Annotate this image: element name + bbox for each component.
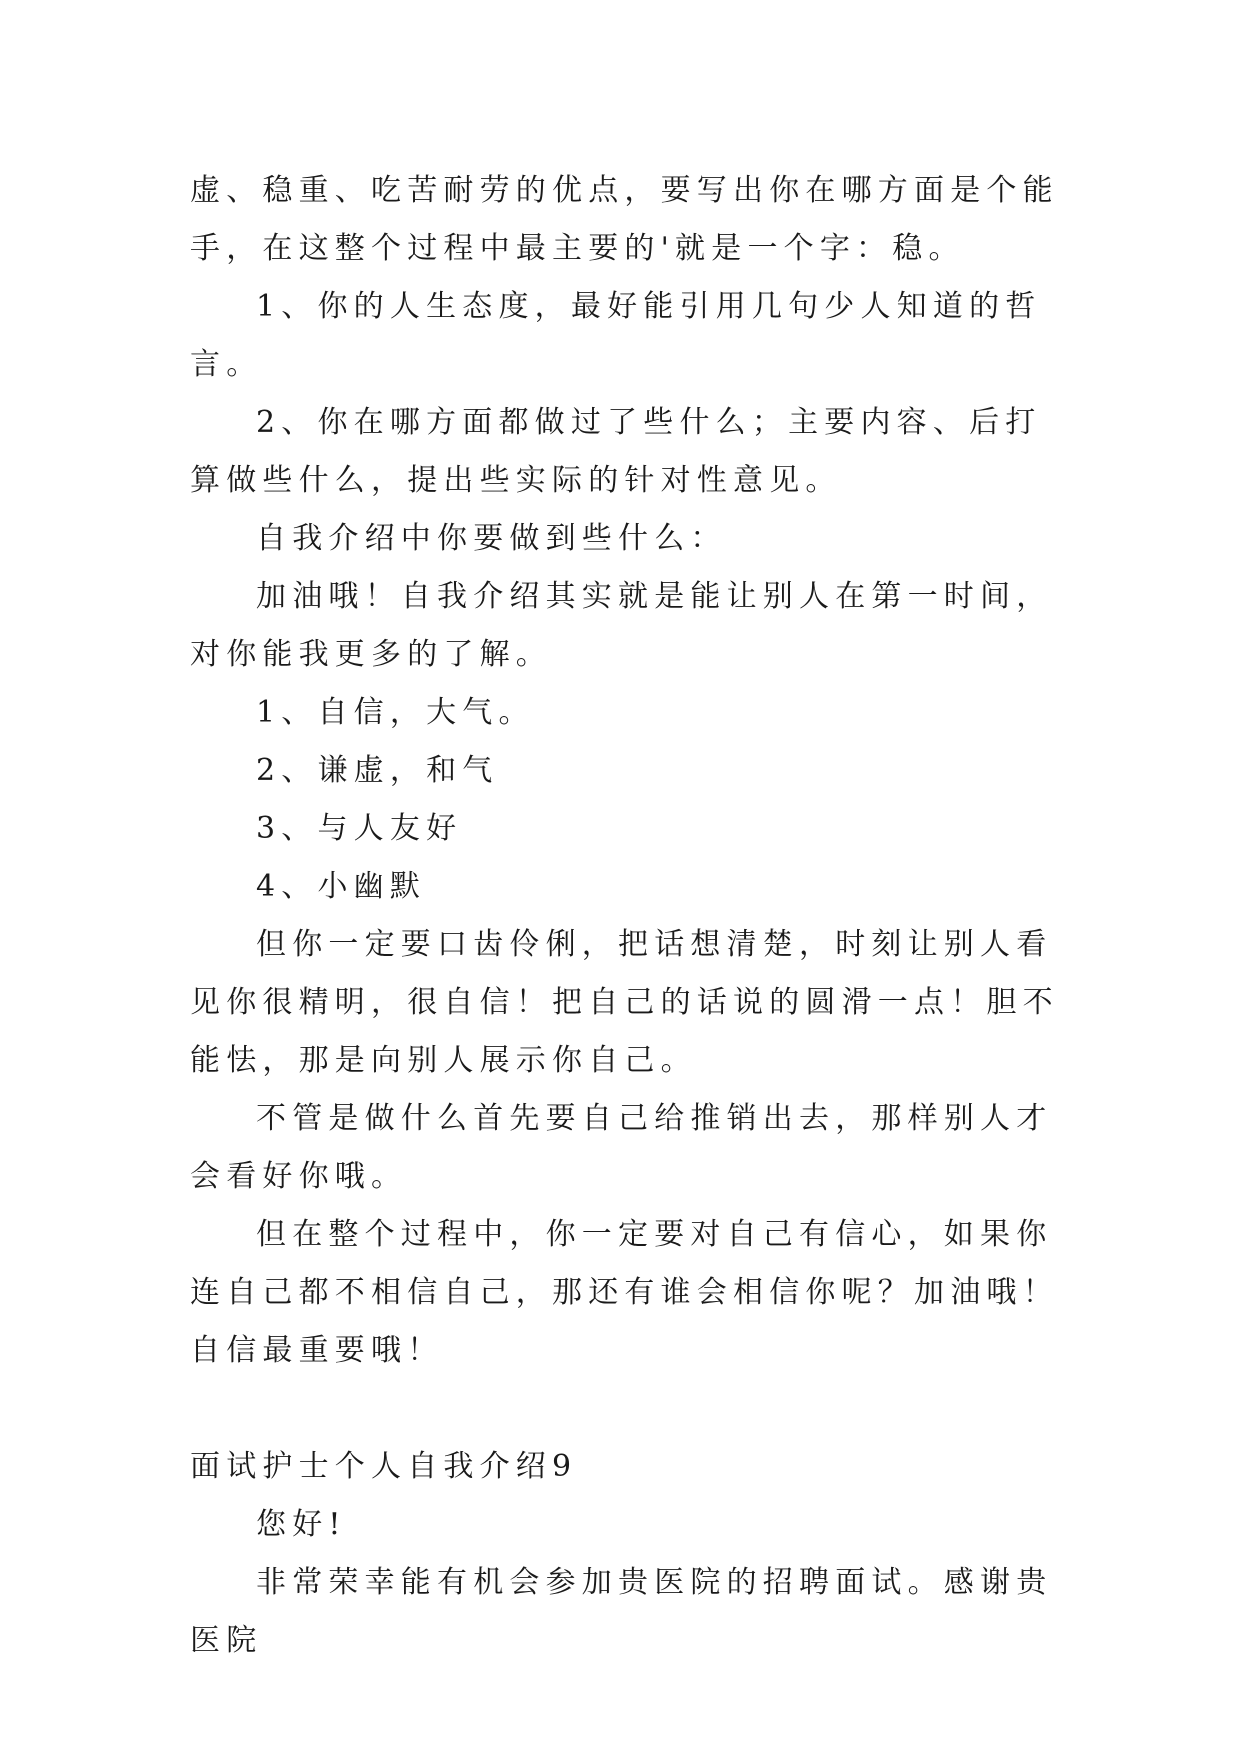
paragraph: 不管是做什么首先要自己给推销出去，那样别人才会看好你哦。 [190, 1101, 1053, 1194]
list-item: 3、与人友好 [256, 811, 463, 846]
paragraph: 加油哦！自我介绍其实就是能让别人在第一时间，对你能我更多的了解。 [190, 579, 1053, 672]
paragraph: 非常荣幸能有机会参加贵医院的招聘面试。感谢贵医院 [190, 1565, 1053, 1658]
paragraph: 但在整个过程中，你一定要对自己有信心，如果你连自己都不相信自己，那还有谁会相信你呢？加油哦！自信最重要哦！ [190, 1217, 1059, 1368]
list-item: 2、谦虚，和气 [256, 753, 499, 788]
document-page [190, 162, 1060, 1670]
section-heading: 面试护士个人自我介绍9 [190, 1449, 578, 1484]
paragraph: 虚、稳重、吃苦耐劳的优点，要写出你在哪方面是个能手，在这整个过程中最主要的'就是一个字：稳。 [190, 173, 1059, 266]
paragraph: 2、你在哪方面都做过了些什么；主要内容、后打算做些什么，提出些实际的针对性意见。 [190, 405, 1042, 498]
greeting: 您好! [256, 1507, 347, 1542]
list-item: 1、自信，大气。 [256, 695, 535, 730]
paragraph: 1、你的人生态度，最好能引用几句少人知道的哲言。 [190, 289, 1042, 382]
list-item: 4、小幽默 [256, 869, 427, 904]
paragraph: 但你一定要口齿伶俐，把话想清楚，时刻让别人看见你很精明，很自信！把自己的话说的圆滑一点！胆不能怯，那是向别人展示你自己。 [190, 927, 1059, 1078]
paragraph: 自我介绍中你要做到些什么： [256, 521, 727, 556]
section-gap [190, 1380, 1060, 1438]
